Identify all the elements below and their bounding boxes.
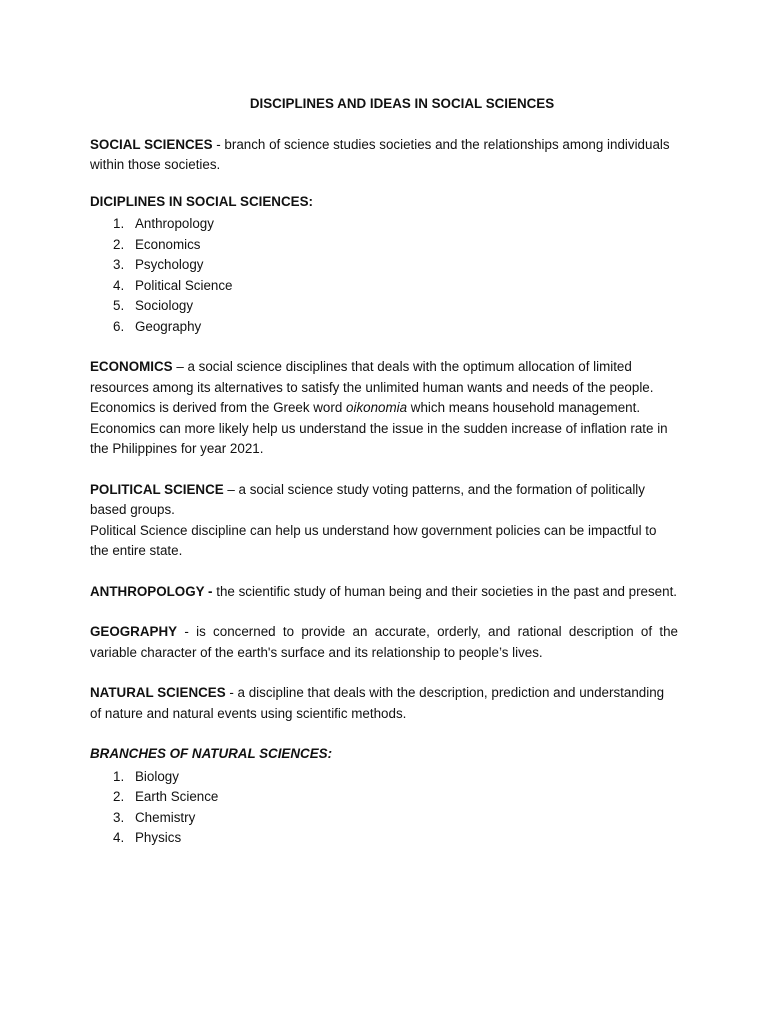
economics-origin: Economics is derived from the Greek word oikonomia which means household management. xyxy=(90,400,641,415)
political-science-note: Political Science discipline can help us understand how government policies can be impactful to the entire state. xyxy=(90,522,657,558)
list-item: 4. Physics xyxy=(113,830,182,845)
list-item: 1. Anthropology xyxy=(113,216,214,231)
natural-sciences-definition: NATURAL SCIENCES - a discipline that deals with the description, prediction and understanding of nature and natural events using scientific methods. xyxy=(90,685,665,721)
social-sciences-definition xyxy=(90,135,678,176)
economics-term: ECONOMICS xyxy=(90,359,173,374)
natural-sciences-term: NATURAL SCIENCES xyxy=(90,685,226,700)
economics-definition: ECONOMICS – a social science disciplines that deals with the optimum allocation of limited resources among its alternatives to satisfy the unlimited human wants and needs of the people. xyxy=(90,359,654,395)
branches-heading: BRANCHES OF NATURAL SCIENCES: xyxy=(90,746,333,761)
political-science-term: POLITICAL SCIENCE xyxy=(90,481,224,497)
geography-definition: GEOGRAPHY - is concerned to provide an accurate, orderly, and rational description of the variable character of the earth's surface and its relationship to people’s lives. xyxy=(90,624,678,660)
list-item: 6. Geography xyxy=(113,318,202,334)
disciplines-list xyxy=(90,214,678,337)
political-science-definition: POLITICAL SCIENCE – a social science study voting patterns, and the formation of politically based groups. xyxy=(90,481,645,517)
economics-note: Economics can more likely help us understand the issue in the sudden increase of inflation rate in the Philippines for year 2021. xyxy=(90,420,668,456)
political-science-section xyxy=(90,480,678,562)
document-page xyxy=(90,94,678,849)
economics-section xyxy=(90,357,678,460)
greek-word: oikonomia xyxy=(346,400,408,415)
list-item: 3. Chemistry xyxy=(113,809,196,825)
geography-term: GEOGRAPHY xyxy=(90,624,178,639)
branches-list xyxy=(90,767,678,849)
social-sciences-text: - branch of science studies societies and the relationships among individuals within those societies. xyxy=(90,136,670,172)
disciplines-heading: DICIPLINES IN SOCIAL SCIENCES: xyxy=(90,193,313,209)
list-item: 4. Political Science xyxy=(113,277,233,293)
anthropology-term: ANTHROPOLOGY - xyxy=(90,583,213,599)
list-item: 5. Sociology xyxy=(113,298,194,313)
list-item: 3. Psychology xyxy=(113,257,204,272)
document-title: DISCIPLINES AND IDEAS IN SOCIAL SCIENCES xyxy=(249,96,555,111)
list-item: 2. Economics xyxy=(113,236,201,252)
social-sciences-term: SOCIAL SCIENCES xyxy=(90,136,213,152)
anthropology-definition: ANTHROPOLOGY - the scientific study of human being and their societies in the past and present. xyxy=(90,583,678,599)
list-item: 1. Biology xyxy=(113,768,179,784)
list-item: 2. Earth Science xyxy=(113,789,219,804)
